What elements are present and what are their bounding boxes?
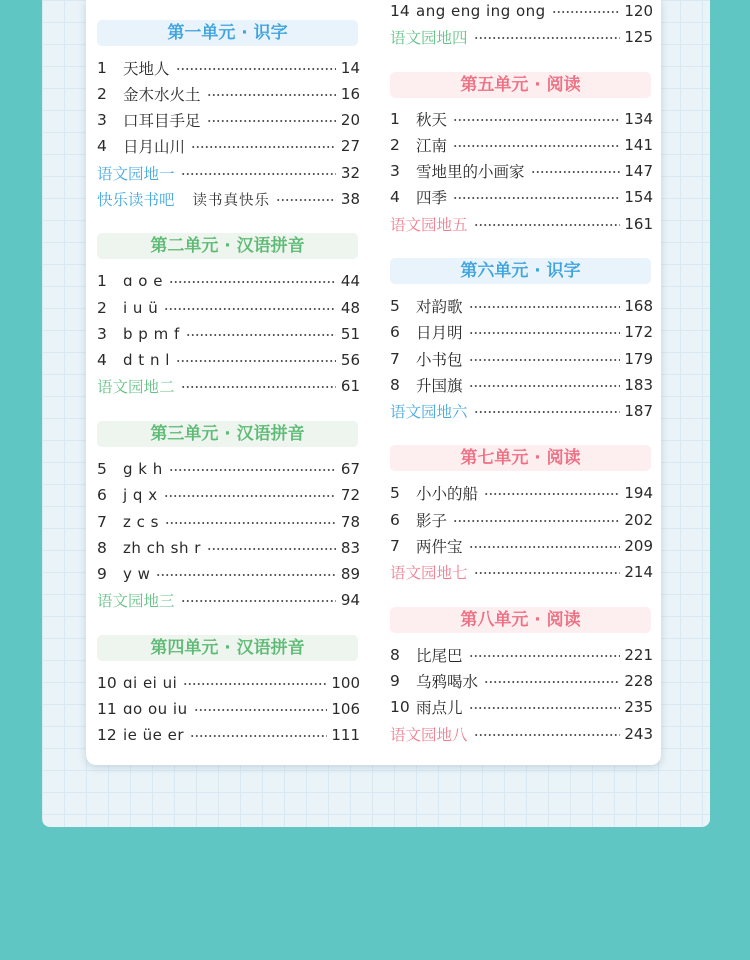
lesson-title: 秋天: [416, 111, 448, 129]
lesson-title: ie üe er: [123, 726, 185, 744]
page-number: 154: [624, 188, 653, 206]
lesson-title: 乌鸦喝水: [416, 673, 479, 691]
unit-heading: 第六单元 · 识字: [390, 258, 651, 284]
toc-entry[interactable]: [390, 507, 653, 533]
dot-leader: [474, 37, 621, 39]
dot-leader: [207, 94, 336, 96]
dot-leader: [469, 655, 621, 657]
lesson-number: 5: [390, 297, 400, 315]
page-number: 106: [331, 700, 360, 718]
dot-leader: [176, 68, 336, 70]
lesson-title: z c s: [123, 513, 159, 531]
page-number: 111: [331, 726, 360, 744]
page-number: 89: [340, 565, 360, 583]
toc-entry[interactable]: [390, 184, 653, 210]
lesson-title: 日月明: [416, 324, 463, 342]
toc-entry[interactable]: [390, 642, 653, 668]
lesson-number: 10: [390, 698, 410, 716]
lesson-number: 3: [97, 111, 107, 129]
toc-garden-entry[interactable]: [97, 160, 360, 186]
toc-entry[interactable]: [390, 668, 653, 694]
page-number: 183: [624, 376, 653, 394]
dot-leader: [169, 281, 336, 283]
toc-entry[interactable]: [390, 158, 653, 184]
toc-entry[interactable]: [390, 372, 653, 398]
page-number: 44: [340, 272, 360, 290]
lesson-title: 天地人: [123, 60, 170, 78]
dot-leader: [531, 171, 621, 173]
lesson-number: 14: [390, 2, 410, 20]
page-number: 235: [624, 698, 653, 716]
toc-entry[interactable]: [390, 346, 653, 372]
dot-leader: [207, 548, 336, 550]
page-number: 83: [340, 539, 360, 557]
dot-leader: [181, 173, 336, 175]
dot-leader: [469, 546, 621, 548]
lesson-title: 小小的船: [416, 485, 479, 503]
toc-garden-entry[interactable]: [97, 186, 360, 212]
lesson-title: 语文园地八: [390, 726, 468, 744]
toc-entry[interactable]: [97, 670, 360, 696]
dot-leader: [484, 681, 620, 683]
toc-entry[interactable]: [97, 347, 360, 373]
dot-leader: [164, 495, 336, 497]
toc-entry[interactable]: [97, 535, 360, 561]
toc-entry[interactable]: [97, 321, 360, 347]
lesson-title: 口耳目手足: [123, 112, 201, 130]
dot-leader: [469, 332, 621, 334]
toc-entry[interactable]: [97, 55, 360, 81]
lesson-number: 2: [390, 136, 400, 154]
dot-leader: [165, 522, 336, 524]
page-number: 94: [340, 591, 360, 609]
page-number: 161: [624, 215, 653, 233]
page-number: 16: [340, 85, 360, 103]
unit-heading: 第三单元 · 汉语拼音: [97, 421, 358, 447]
lesson-title: g k h: [123, 460, 163, 478]
page-number: 120: [624, 2, 653, 20]
toc-entry[interactable]: [390, 319, 653, 345]
page-number: 243: [624, 725, 653, 743]
page-number: 194: [624, 484, 653, 502]
dot-leader: [474, 734, 621, 736]
lesson-title: 快乐读书吧: [97, 191, 175, 209]
page-number: 38: [340, 190, 360, 208]
toc-entry[interactable]: [97, 509, 360, 535]
lesson-title: zh ch sh r: [123, 539, 201, 557]
unit-heading: 第五单元 · 阅读: [390, 72, 651, 98]
lesson-title: 雪地里的小画家: [416, 163, 525, 181]
dot-leader: [453, 197, 620, 199]
toc-entry[interactable]: [97, 696, 360, 722]
lesson-title: 金木水火土: [123, 86, 201, 104]
lesson-number: 7: [390, 350, 400, 368]
page-number: 14: [340, 59, 360, 77]
toc-entry[interactable]: [390, 293, 653, 319]
dot-leader: [453, 520, 620, 522]
unit-heading: 第四单元 · 汉语拼音: [97, 635, 358, 661]
page-number: 141: [624, 136, 653, 154]
page-number: 72: [340, 486, 360, 504]
dot-leader: [552, 11, 621, 13]
page-number: 20: [340, 111, 360, 129]
lesson-title: 日月山川: [123, 138, 186, 156]
toc-garden-entry[interactable]: [390, 398, 653, 424]
dot-leader: [469, 707, 621, 709]
dot-leader: [156, 574, 336, 576]
dot-leader: [169, 469, 336, 471]
dot-leader: [183, 683, 327, 685]
lesson-title: b p m f: [123, 325, 180, 343]
page-number: 27: [340, 137, 360, 155]
lesson-number: 6: [390, 511, 400, 529]
toc-garden-entry[interactable]: [390, 721, 653, 747]
page-number: 134: [624, 110, 653, 128]
lesson-title: ɑi ei ui: [123, 674, 178, 692]
lesson-title: 四季: [416, 189, 448, 207]
toc-garden-entry[interactable]: [97, 587, 360, 613]
lesson-number: 4: [97, 137, 107, 155]
lesson-number: 5: [97, 460, 107, 478]
toc-entry[interactable]: [97, 107, 360, 133]
lesson-number: 11: [97, 700, 117, 718]
lesson-title: 语文园地七: [390, 564, 468, 582]
lesson-title: 语文园地六: [390, 403, 468, 421]
lesson-number: 3: [390, 162, 400, 180]
lesson-number: 6: [390, 323, 400, 341]
lesson-number: 9: [97, 565, 107, 583]
lesson-number: 4: [97, 351, 107, 369]
lesson-number: 8: [390, 376, 400, 394]
page-number: 78: [340, 513, 360, 531]
dot-leader: [474, 411, 621, 413]
page-number: 125: [624, 28, 653, 46]
unit-heading: 第八单元 · 阅读: [390, 607, 651, 633]
toc-entry[interactable]: [97, 81, 360, 107]
lesson-number: 4: [390, 188, 400, 206]
lesson-number: 10: [97, 674, 117, 692]
lesson-title: 影子: [416, 512, 448, 530]
toc-entry[interactable]: [390, 106, 653, 132]
lesson-title: 语文园地二: [97, 378, 175, 396]
lesson-subtitle: 读书真快乐: [192, 192, 271, 209]
dot-leader: [181, 600, 336, 602]
toc-entry[interactable]: [390, 480, 653, 506]
dot-leader: [181, 386, 336, 388]
lesson-title: y w: [123, 565, 151, 583]
lesson-title: 小书包: [416, 351, 463, 369]
lesson-number: 6: [97, 486, 107, 504]
dot-leader: [474, 572, 621, 574]
dot-leader: [190, 735, 327, 737]
toc-entry[interactable]: [390, 0, 653, 24]
dot-leader: [194, 709, 328, 711]
dot-leader: [484, 493, 620, 495]
page-number: 56: [340, 351, 360, 369]
lesson-title: 语文园地四: [390, 29, 468, 47]
toc-garden-entry[interactable]: [390, 559, 653, 585]
dot-leader: [469, 306, 621, 308]
page-number: 100: [331, 674, 360, 692]
dot-leader: [474, 224, 621, 226]
toc-entry[interactable]: [97, 722, 360, 748]
page-number: 214: [624, 563, 653, 581]
dot-leader: [186, 334, 336, 336]
lesson-number: 2: [97, 85, 107, 103]
page-number: 228: [624, 672, 653, 690]
lesson-title: i u ü: [123, 299, 159, 317]
lesson-title: 江南: [416, 137, 448, 155]
toc-entry[interactable]: [97, 561, 360, 587]
lesson-number: 7: [390, 537, 400, 555]
lesson-title: 两件宝: [416, 538, 463, 556]
page-number: 168: [624, 297, 653, 315]
dot-leader: [207, 120, 336, 122]
page-number: 209: [624, 537, 653, 555]
dot-leader: [453, 145, 620, 147]
page-number: 51: [340, 325, 360, 343]
dot-leader: [276, 199, 336, 201]
lesson-number: 8: [390, 646, 400, 664]
lesson-number: 1: [390, 110, 400, 128]
lesson-title: 语文园地五: [390, 216, 468, 234]
lesson-title: ɑo ou iu: [123, 700, 188, 718]
toc-entry[interactable]: [97, 295, 360, 321]
toc-entry[interactable]: [97, 133, 360, 159]
page-number: 32: [340, 164, 360, 182]
dot-leader: [469, 385, 621, 387]
lesson-title: 语文园地三: [97, 592, 175, 610]
toc-garden-entry[interactable]: [390, 24, 653, 50]
page-number: 202: [624, 511, 653, 529]
lesson-title: 语文园地一: [97, 165, 175, 183]
lesson-title: j q x: [123, 486, 158, 504]
lesson-number: 3: [97, 325, 107, 343]
unit-heading: 第一单元 · 识字: [97, 20, 358, 46]
dot-leader: [164, 308, 336, 310]
page-number: 221: [624, 646, 653, 664]
lesson-number: 9: [390, 672, 400, 690]
page-number: 187: [624, 402, 653, 420]
lesson-number: 1: [97, 272, 107, 290]
dot-leader: [176, 360, 336, 362]
lesson-title: 比尾巴: [416, 647, 463, 665]
page-number: 67: [340, 460, 360, 478]
toc-entry[interactable]: [390, 132, 653, 158]
toc-entry[interactable]: [390, 533, 653, 559]
page-number: 48: [340, 299, 360, 317]
lesson-number: 2: [97, 299, 107, 317]
toc-garden-entry[interactable]: [390, 211, 653, 237]
lesson-title: ɑ o e: [123, 272, 163, 290]
page-number: 172: [624, 323, 653, 341]
dot-leader: [469, 359, 621, 361]
page-number: 147: [624, 162, 653, 180]
lesson-number: 8: [97, 539, 107, 557]
toc-garden-entry[interactable]: [97, 373, 360, 399]
lesson-title: 升国旗: [416, 377, 463, 395]
dot-leader: [191, 146, 336, 148]
lesson-number: 5: [390, 484, 400, 502]
lesson-title: 雨点儿: [416, 699, 463, 717]
toc-entry[interactable]: [97, 268, 360, 294]
toc-entry[interactable]: [97, 456, 360, 482]
page-number: 61: [340, 377, 360, 395]
lesson-number: 12: [97, 726, 117, 744]
page-number: 179: [624, 350, 653, 368]
dot-leader: [453, 119, 620, 121]
lesson-number: 1: [97, 59, 107, 77]
lesson-number: 7: [97, 513, 107, 531]
toc-entry[interactable]: [97, 482, 360, 508]
unit-heading: 第七单元 · 阅读: [390, 445, 651, 471]
unit-heading: 第二单元 · 汉语拼音: [97, 233, 358, 259]
lesson-title: 对韵歌: [416, 298, 463, 316]
lesson-title: ang eng ing ong: [416, 2, 546, 20]
toc-entry[interactable]: [390, 694, 653, 720]
lesson-title: d t n l: [123, 351, 170, 369]
